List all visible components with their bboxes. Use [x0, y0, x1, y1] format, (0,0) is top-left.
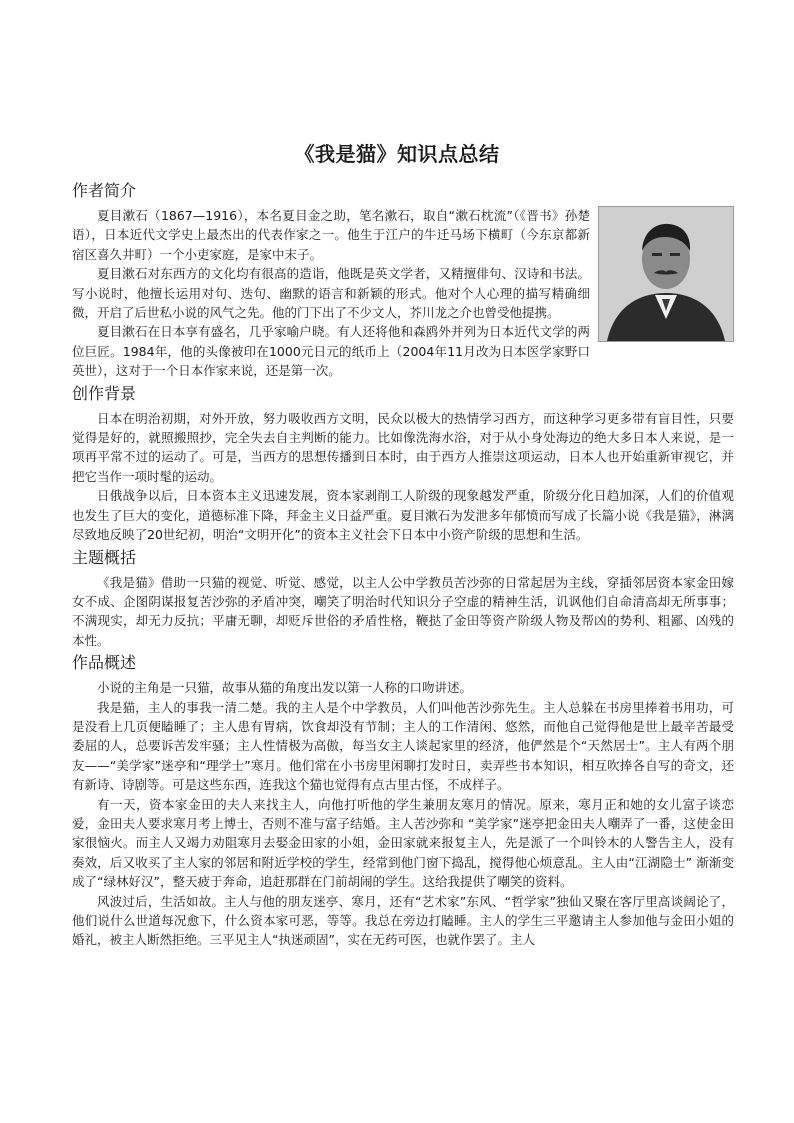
- paragraph: 日本在明治初期，对外开放，努力吸收西方文明，民众以极大的热情学习西方，而这种学习更多带有盲目性，只要觉得是好的，就照搬照抄，完全失去自主判断的能力。比如像洗海水浴，对于从小身处海边的绝大多日本人来说，是一项再平常不过的运动了。可是，当西方的思想传播到日本时，由于西方人推崇这项运动，日本人也开始重新审视它，并把它当作一项时髦的运动。: [72, 410, 734, 484]
- section-background: [72, 383, 734, 545]
- section-heading: 主题概括: [72, 547, 137, 567]
- section-heading: 作者简介: [72, 181, 137, 200]
- paragraph: 夏目漱石（1867—1916），本名夏目金之助，笔名漱石，取自“漱石枕流”（《晋书》孙楚语），日本近代文学史上最杰出的代表作家之一。他生于江户的牛迁马场下横町（今东京都新宿区喜久井町）一个小吏家庭，是家中末子。: [72, 208, 590, 262]
- section-author-intro: [72, 180, 734, 381]
- section-heading: 作品概述: [72, 653, 137, 673]
- section-heading: 创作背景: [72, 383, 137, 403]
- section-summary: [72, 652, 734, 950]
- section-theme: [72, 547, 734, 651]
- paragraph: 我是猫，主人的事我一清二楚。我的主人是个中学教员，人们叫他苦沙弥先生。主人总躲在书房里捧着书用功，可是没看上几页便瞌睡了；主人患有胃病，饮食却没有节制；主人的工作清闲、悠然，而他自己觉得他是世上最辛苦最受委屈的人，总要诉苦发牢骚；主人性情极为高傲，每当女主人谈起家里的经济，他俨然是个“天然居士”。主人有两个朋友——“美学家”迷亭和“理学士”寒月。他们常在小书房里闲聊打发时日，卖弄些书本知识，相互吹捧各自写的奇文，还有新诗、诗剧等。可是这些东西，连我这个猫也觉得有点古里古怪，不成样子。: [72, 699, 734, 793]
- document-title: 《我是猫》知识点总结: [294, 142, 500, 166]
- document-body: [72, 180, 734, 952]
- paragraph: 夏目漱石对东西方的文化均有很高的造诣，他既是英文学者，又精擅俳句、汉诗和书法。写小说时，他擅长运用对句、迭句、幽默的语言和新颖的形式。他对个人心理的描写精确细微，开启了后世私小说的风气之先。他的门下出了不少文人，芥川龙之介也曾受他提携。: [72, 266, 590, 321]
- paragraph: 有一天，资本家金田的夫人来找主人，向他打听他的学生兼朋友寒月的情况。原来，寒月正和她的女儿富子谈恋爱，金田夫人要求寒月考上博士，否则不准与富子结婚。主人苦沙弥和 “美学家”迷亭把金田夫人嘲弄了一番，这使金田家很恼火。而主人又竭力劝阻寒月去娶金田家的小姐，金田家就来报复主人，先是派了一个叫铃木的人警告主人，没有奏效，后又收买了主人家的邻居和附近学校的学生，经常到他门窗下捣乱，搅得他心烦意乱。主人由“江湖隐士” 渐渐变成了“绿林好汉”，整天疲于奔命，追赶那群在门前胡闹的学生。这给我提供了嘲笑的资料。: [72, 796, 734, 890]
- paragraph: 夏目漱石在日本享有盛名，几乎家喻户晓。有人还将他和森鸥外并列为日本近代文学的两位巨匠。1984年，他的头像被印在1000元日元的纸币上（2004年11月改为日本医学家野口英世），这对于一个日本作家来说，还是第一次。: [72, 324, 590, 379]
- author-portrait: [598, 206, 734, 342]
- paragraph: 风波过后，生活如故。主人与他的朋友迷亭、寒月，还有“艺术家”东风、“哲学家”独仙又聚在客厅里高谈阔论了，他们说什么世道每况愈下，什么资本家可恶，等等。我总在旁边打瞌睡。主人的学生三平邀请主人参加他与金田小姐的婚礼，被主人断然拒绝。三平见主人“执迷顽固”，实在无药可医，也就作罢了。主人: [72, 893, 734, 948]
- paragraph: 日俄战争以后，日本资本主义迅速发展，资本家剥削工人阶级的现象越发严重，阶级分化日趋加深，人们的价值观也发生了巨大的变化，道德标准下降，拜金主义日益严重。夏目漱石为发泄多年郁愤而写成了长篇小说《我是猫》，淋漓尽致地反映了20世纪初，明治“文明开化”的资本主义社会下日本中小资产阶级的思想和生活。: [72, 488, 734, 543]
- paragraph: 《我是猫》借助一只猫的视觉、听觉、感觉，以主人公中学教员苦沙弥的日常起居为主线，穿插邻居资本家金田嫁女不成、企图阴谋报复苦沙弥的矛盾冲突，嘲笑了明治时代知识分子空虚的精神生活，讥讽他们自命清高却无所事事；不满现实，却无力反抗；平庸无聊，却贬斥世俗的矛盾性格，鞭挞了金田等资产阶级人物及帮凶的势利、粗鄙、凶残的本性。: [72, 574, 734, 648]
- paragraph: 小说的主角是一只猫，故事从猫的角度出发以第一人称的口吻讲述。: [97, 680, 473, 696]
